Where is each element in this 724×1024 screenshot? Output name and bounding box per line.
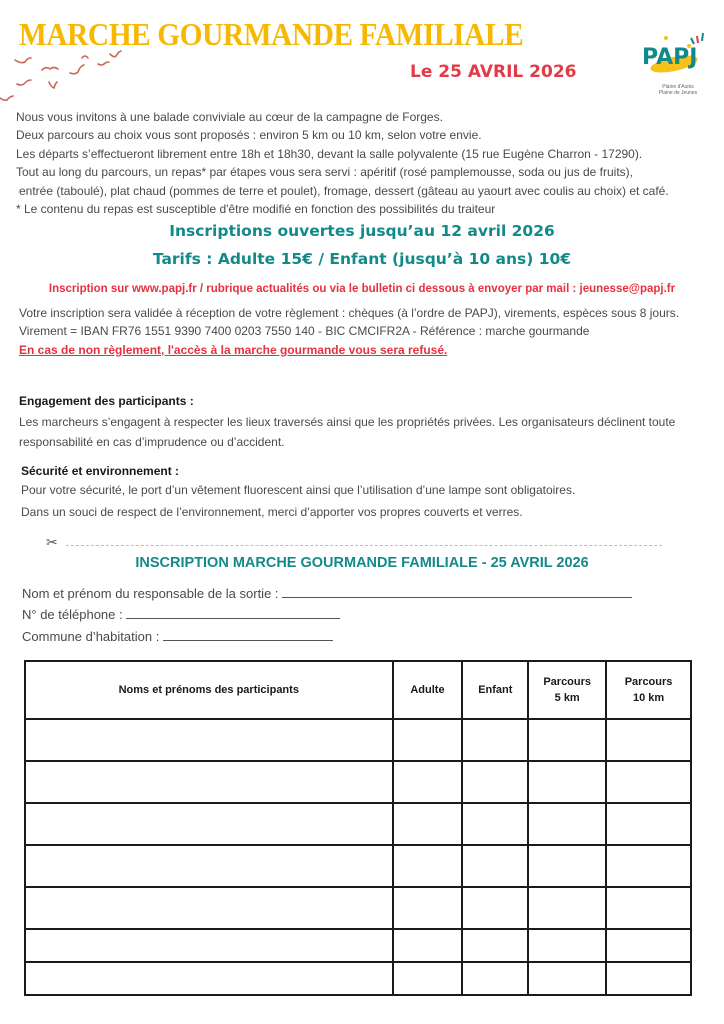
table-row — [25, 761, 691, 803]
intro-text — [16, 108, 716, 218]
cell-parcours-5km[interactable] — [528, 845, 606, 887]
cell-parcours-10km[interactable] — [606, 761, 691, 803]
securite-line-1: Pour votre sécurité, le port d’un vêtement fluorescent ainsi que l’utilisation d’une lampe sont obligatoires. — [21, 483, 576, 497]
cell-enfant[interactable] — [462, 719, 528, 761]
cell-parcours-5km[interactable] — [528, 761, 606, 803]
telephone-field[interactable] — [22, 605, 340, 624]
cut-line — [46, 534, 666, 550]
cell-enfant[interactable] — [462, 761, 528, 803]
cell-noms[interactable] — [25, 761, 393, 803]
cell-parcours-10km[interactable] — [606, 803, 691, 845]
cell-noms[interactable] — [25, 962, 393, 995]
cell-parcours-5km[interactable] — [528, 719, 606, 761]
intro-line: Nous vous invitons à une balade conviviale au cœur de la campagne de Forges. — [16, 110, 443, 124]
telephone-label: N° de téléphone : — [22, 607, 123, 622]
commune-input[interactable] — [163, 627, 333, 641]
securite-title: Sécurité et environnement : — [21, 464, 180, 478]
cell-parcours-5km[interactable] — [528, 962, 606, 995]
cell-noms[interactable] — [25, 719, 393, 761]
dashed-divider — [66, 545, 662, 546]
form-title: INSCRIPTION MARCHE GOURMANDE FAMILIALE - 25 AVRIL 2026 — [135, 555, 589, 571]
header-parcours-10km: Parcours 10 km — [606, 661, 691, 719]
header-adulte: Adulte — [393, 661, 463, 719]
table-row — [25, 962, 691, 995]
papj-logo-icon — [636, 24, 720, 84]
engagement-body: Les marcheurs s’engagent à respecter les lieux traversés ainsi que les propriétés privées. Les organisateurs déclinent toute responsabilité en cas d’imprudence ou d’accident. — [19, 415, 676, 449]
cell-adulte[interactable] — [393, 845, 463, 887]
intro-line: Les départs s’effectueront librement entre 18h et 18h30, devant la salle polyvalente (15 rue Eugène Charron - 17290). — [16, 146, 643, 161]
reglement-section — [19, 304, 709, 359]
tarifs: Tarifs : Adulte 15€ / Enfant (jusqu’à 10 ans) 10€ — [152, 250, 572, 268]
table-header-row — [25, 661, 691, 719]
cell-adulte[interactable] — [393, 761, 463, 803]
reglement-line-2: Virement = IBAN FR76 1551 9390 7400 0203 7550 140 - BIC CMCIFR2A - Référence : marche gourmande — [19, 324, 590, 339]
cell-parcours-10km[interactable] — [606, 845, 691, 887]
logo-subtitle-1: Plaine d'Aunis — [662, 84, 694, 90]
svg-text:PAPJ: PAPJ — [642, 45, 698, 70]
header-parcours-5km: Parcours 5 km — [528, 661, 606, 719]
intro-line: entrée (taboulé), plat chaud (pommes de terre et poulet), fromage, dessert (gâteau au yaourt avec coulis au choix) et café. — [19, 183, 669, 198]
cell-parcours-5km[interactable] — [528, 887, 606, 929]
telephone-input[interactable] — [126, 605, 340, 619]
cell-adulte[interactable] — [393, 803, 463, 845]
cell-adulte[interactable] — [393, 887, 463, 929]
event-date: Le 25 AVRIL 2026 — [410, 62, 577, 82]
payment-warning: En cas de non règlement, l'accès à la marche gourmande vous sera refusé. — [19, 342, 448, 357]
table-row — [25, 803, 691, 845]
cell-parcours-10km[interactable] — [606, 962, 691, 995]
header-enfant: Enfant — [462, 661, 528, 719]
intro-line: * Le contenu du repas est susceptible d'être modifié en fonction des possibilités du traiteur — [16, 202, 496, 217]
engagement-title: Engagement des participants : — [19, 394, 194, 408]
cell-enfant[interactable] — [462, 929, 528, 962]
responsable-field[interactable] — [22, 584, 632, 603]
inscriptions-deadline: Inscriptions ouvertes jusqu’au 12 avril 2026 — [169, 222, 555, 240]
cell-parcours-10km[interactable] — [606, 887, 691, 929]
cell-parcours-5km[interactable] — [528, 803, 606, 845]
cell-adulte[interactable] — [393, 719, 463, 761]
intro-line: Deux parcours au choix vous sont proposés : environ 5 km ou 10 km, selon votre envie. — [16, 128, 482, 143]
engagement-section — [19, 392, 709, 452]
table-row — [25, 845, 691, 887]
responsable-label: Nom et prénom du responsable de la sortie : — [22, 586, 279, 601]
cell-noms[interactable] — [25, 929, 393, 962]
papj-logo — [636, 24, 720, 104]
participants-table — [24, 660, 692, 996]
responsable-input[interactable] — [282, 584, 632, 598]
birds-icon — [0, 48, 130, 110]
cell-enfant[interactable] — [462, 962, 528, 995]
cell-noms[interactable] — [25, 845, 393, 887]
table-row — [25, 719, 691, 761]
intro-line: Tout au long du parcours, un repas* par étapes vous sera servi : apéritif (rosé pamplemousse, soda ou jus de fruits), — [16, 165, 633, 180]
commune-field[interactable] — [22, 627, 333, 646]
cell-noms[interactable] — [25, 887, 393, 929]
page-title: MARCHE GOURMANDE FAMILIALE — [19, 16, 524, 52]
cell-enfant[interactable] — [462, 803, 528, 845]
cell-parcours-10km[interactable] — [606, 719, 691, 761]
logo-subtitle-2: Plaine de Jeunes — [658, 90, 698, 96]
cell-noms[interactable] — [25, 803, 393, 845]
table-row — [25, 929, 691, 962]
securite-line-2: Dans un souci de respect de l’environnement, merci d’apporter vos propres couverts et verres. — [21, 504, 523, 519]
cell-parcours-10km[interactable] — [606, 929, 691, 962]
securite-section — [21, 462, 711, 523]
cell-adulte[interactable] — [393, 929, 463, 962]
cell-parcours-5km[interactable] — [528, 929, 606, 962]
cell-enfant[interactable] — [462, 845, 528, 887]
reglement-line-1: Votre inscription sera validée à réception de votre règlement : chèques (à l’ordre de PAPJ), virements, espèces sous 8 jours. — [19, 306, 680, 320]
cell-enfant[interactable] — [462, 887, 528, 929]
inscription-info: Inscription sur www.papj.fr / rubrique actualités ou via le bulletin ci dessous à envoyer par mail : jeunesse@papj.fr — [48, 283, 676, 295]
cell-adulte[interactable] — [393, 962, 463, 995]
commune-label: Commune d’habitation : — [22, 629, 160, 644]
table-row — [25, 887, 691, 929]
header-noms: Noms et prénoms des participants — [25, 661, 393, 719]
scissors-icon: ✂ — [46, 534, 58, 550]
